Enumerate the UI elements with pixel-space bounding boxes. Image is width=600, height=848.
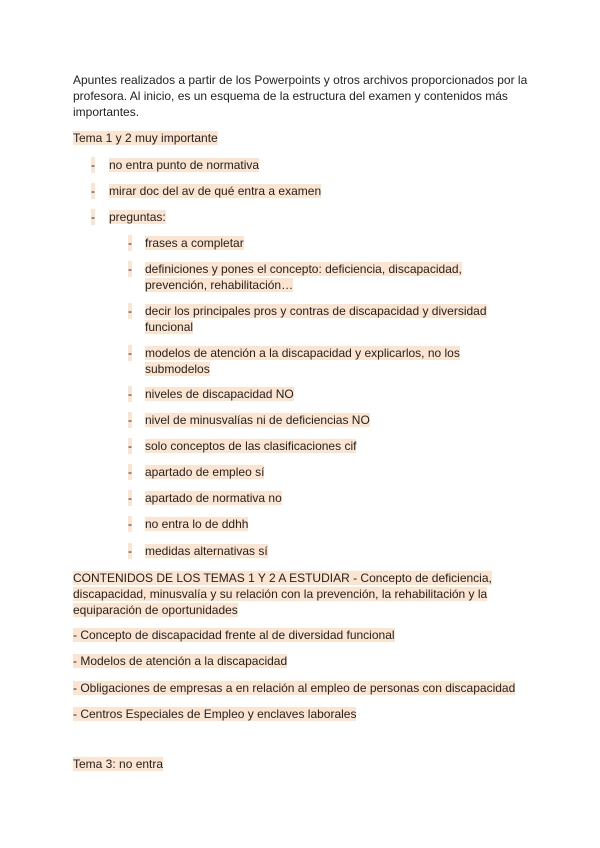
contenidos-item: - Modelos de atención a la discapacidad: [73, 654, 288, 668]
tema3-heading: Tema 3: no entra: [73, 757, 164, 771]
contenidos-item: - Centros Especiales de Empleo y enclaves laborales: [73, 707, 357, 721]
document-page: Apuntes realizados a partir de los Powerpoints y otros archivos proporcionados por la profesora. Al inicio, es un esquema de la estructura del examen y contenidos más importantes. Tema 1 y 2 muy importante - no entra punto de normativa - mirar doc del av de qué entra a examen - preguntas: - frases a completar - definiciones y pones el concepto: deficiencia, discapacidad, prevención, rehabilitación… - decir los principales pros y contras de discapacidad y diversidad funcional - modelos de atención a la discapacidad y explicarlos, no los submodelos - niveles de discapacidad NO - nivel de minusvalías ni de deficiencias NO - solo conceptos de las clasificaciones cif - apartado de empleo sí - apartado de normativa no - no entra lo de ddhh - medidas alternativas sí CONTENIDOS DE LOS TEMAS 1 Y 2 A ESTUDIAR - Concepto de deficiencia, discapacidad, minusvalía y su relación con la prevención, la rehabilitación y la equiparación de oportunidades - Concepto de discapacidad frente al de diversidad funcional - Modelos de atención a la discapacidad - Obligaciones de empresas a en relación al empleo de personas con discapacidad - Centros Especiales de Empleo y enclaves laborales Tema 3: no entra: [0, 0, 600, 848]
tema12-heading: Tema 1 y 2 muy importante: [73, 131, 218, 145]
contenidos-paragraph: CONTENIDOS DE LOS TEMAS 1 Y 2 A ESTUDIAR - Concepto de deficiencia, discapacidad, minusvalía y su relación con la prevención, la rehabilitación y la equiparación de oportunidades: [73, 571, 492, 617]
contenidos-item: - Obligaciones de empresas a en relación al empleo de personas con discapacidad: [73, 681, 516, 695]
contenidos-item: - Concepto de discapacidad frente al de diversidad funcional: [73, 628, 395, 642]
intro-paragraph: Apuntes realizados a partir de los Powerpoints y otros archivos proporcionados por la profesora. Al inicio, es un esquema de la estructura del examen y contenidos más importantes.: [73, 73, 528, 119]
